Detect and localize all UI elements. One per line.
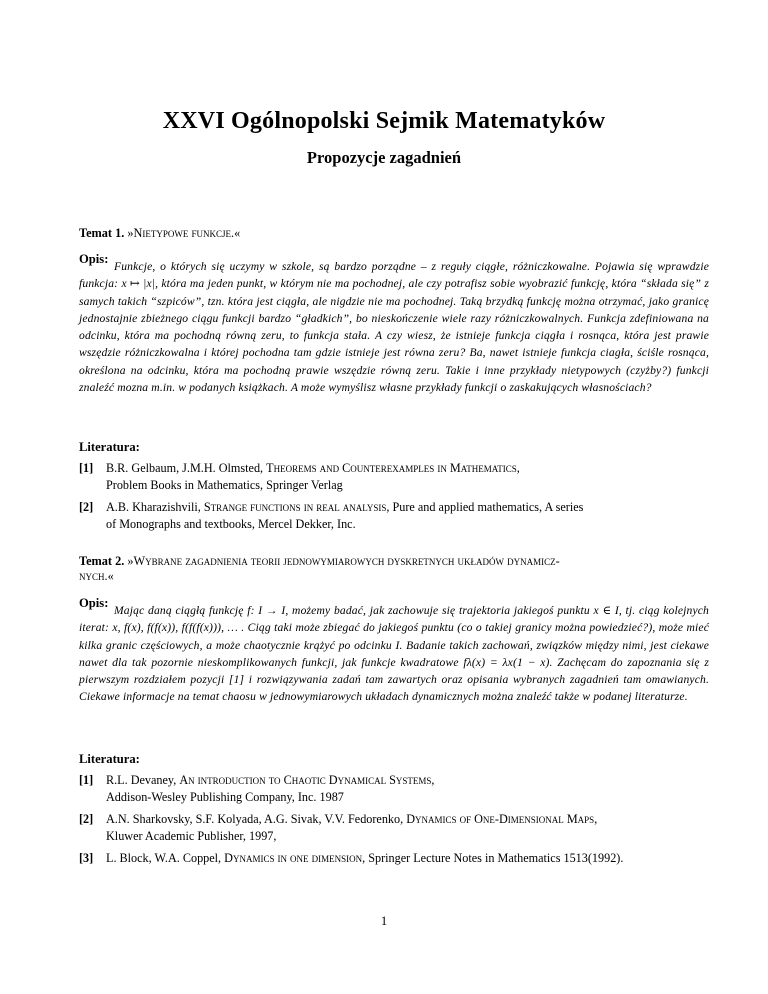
ref-authors: A.N. Sharkovsky, S.F. Kolyada, A.G. Sivak, V.V. Fedorenko, bbox=[106, 812, 407, 826]
ref-authors: B.R. Gelbaum, J.M.H. Olmsted, bbox=[106, 461, 267, 475]
page-number: 1 bbox=[380, 914, 388, 928]
topic-1-description bbox=[79, 258, 709, 396]
topic-1-title: »Nietypowe funkcje.« bbox=[127, 226, 241, 240]
ref-publisher: of Monographs and textbooks, Mercel Dekker, Inc. bbox=[106, 516, 356, 531]
topic-2-title-line-1: »Wybrane zagadnienia teorii jednowymiarowych dyskretnych układów dynamicz- bbox=[127, 554, 560, 568]
ref-title: Strange functions in real analysis bbox=[203, 500, 387, 514]
topic-2-opis-label: Opis: bbox=[79, 596, 109, 610]
topic-1-ref-1 bbox=[79, 460, 719, 493]
ref-tail: , Springer Lecture Notes in Mathematics 1513(1992). bbox=[362, 851, 624, 865]
topic-2-ref-3 bbox=[79, 850, 719, 867]
topic-1-ref-2 bbox=[79, 499, 719, 532]
ref-authors: A.B. Kharazishvili, bbox=[106, 500, 204, 514]
topic-2-ref-1 bbox=[79, 772, 719, 805]
ref-publisher: Problem Books in Mathematics, Springer Verlag bbox=[106, 477, 343, 492]
topic-1-literature-label: Literatura: bbox=[79, 440, 140, 454]
ref-tail: , bbox=[516, 461, 520, 475]
topic-1-description-text: Funkcje, o których się uczymy w szkole, są bardzo porządne – z reguły ciągłe, różniczkowalne. Pojawia się wprawdzie funkcja: x ↦ |x|, która ma jeden punkt, w którym nie ma pochodnej, ale czy potrafisz sobie wyobrazić funkcję, która “składa się” z samych takich “szpiców”, tzn. która jest ciągła, ale nigdzie nie ma pochodnej. Taką brzydką funkcję można otrzymać, jako granicę jednostajnie zbieżnego ciągu funkcji bardzo “gładkich”, bo nieskończenie wiele razy różniczkowalnych. Funkcja zdefiniowana na odcinku, która ma pochodną równą zeru, to funkcja stała. A czy wiesz, że istnieje funkcja ciągła i rosnąca, która jest prawie wszędzie różniczkowalna i której pochodna tam gdzie istnieje jest równa zeru? Ba, nawet istnieje funkcja ciagła, ściśle rosnąca, określona na odcinku, która ma pochodną prawie wszędzie równą zeru. Takie i inne przykłady nietypowych (czyżby?) funkcji znaleźć mozna m.in. w podanych książkach. A może wymyślisz własne przykłady funkcji o zaskakujących własnościach? bbox=[79, 260, 709, 395]
topic-2-literature-label: Literatura: bbox=[79, 752, 140, 766]
ref-number: [1] bbox=[79, 461, 94, 475]
ref-authors: R.L. Devaney, bbox=[106, 773, 180, 787]
topic-1-label: Temat 1. bbox=[79, 226, 125, 240]
topic-1-heading bbox=[79, 226, 709, 241]
ref-title: Dynamics in one dimension bbox=[224, 851, 363, 865]
ref-number: [1] bbox=[79, 773, 94, 787]
ref-title: Dynamics of One-Dimensional Maps bbox=[406, 812, 595, 826]
ref-publisher: Addison-Wesley Publishing Company, Inc. 1987 bbox=[106, 789, 344, 804]
ref-number: [2] bbox=[79, 812, 94, 826]
ref-tail: , bbox=[431, 773, 435, 787]
ref-publisher: Kluwer Academic Publisher, 1997, bbox=[106, 828, 277, 843]
topic-1-opis-label: Opis: bbox=[79, 252, 109, 266]
ref-tail: , bbox=[594, 812, 598, 826]
document-title: XXVI Ogólnopolski Sejmik Matematyków bbox=[162, 108, 606, 134]
ref-number: [3] bbox=[79, 851, 94, 865]
ref-number: [2] bbox=[79, 500, 94, 514]
ref-tail: , Pure and applied mathematics, A series bbox=[386, 500, 584, 514]
topic-2-heading bbox=[79, 554, 709, 584]
topic-2-ref-2 bbox=[79, 811, 719, 844]
ref-title: Theorems and Counterexamples in Mathematics bbox=[266, 461, 517, 475]
topic-2-description bbox=[79, 602, 709, 706]
topic-2-description-text: Mając daną ciągłą funkcję f: I → I, możemy badać, jak zachowuje się trajektoria jakiegoś punktu x ∈ I, tj. ciąg kolejnych iterat: x, f(x), f(f(x)), f(f(f(x))), … . Ciąg taki może zbiegać do jakiegoś punktu (co o takiej granicy można powiedzieć?), może mieć kilka granic częściowych, a może chaotycznie krążyć po odcinku I. Badanie takich zachowań, związków między nimi, jest ciekawe nawet dla tak pozornie nieskomplikowanych funkcji, jak funkcje kwadratowe fλ(x) = λx(1 − x). Zachęcam do zapoznania się z pierwszym rozdziałem pozycji [1] i rozwiązywania zadań tam zawartych oraz opisania wybranych zagadnień tam omawianych. Ciekawe informacje na temat chaosu w jednowymiarowych układach dynamicznych można znaleźć także w podanej literaturze. bbox=[79, 604, 709, 704]
document-subtitle: Propozycje zagadnień bbox=[306, 148, 462, 167]
ref-authors: L. Block, W.A. Coppel, bbox=[106, 851, 225, 865]
ref-title: An introduction to Chaotic Dynamical Systems bbox=[179, 773, 432, 787]
topic-2-label: Temat 2. bbox=[79, 554, 125, 568]
topic-2-title-line-2: nych.« bbox=[79, 569, 114, 583]
